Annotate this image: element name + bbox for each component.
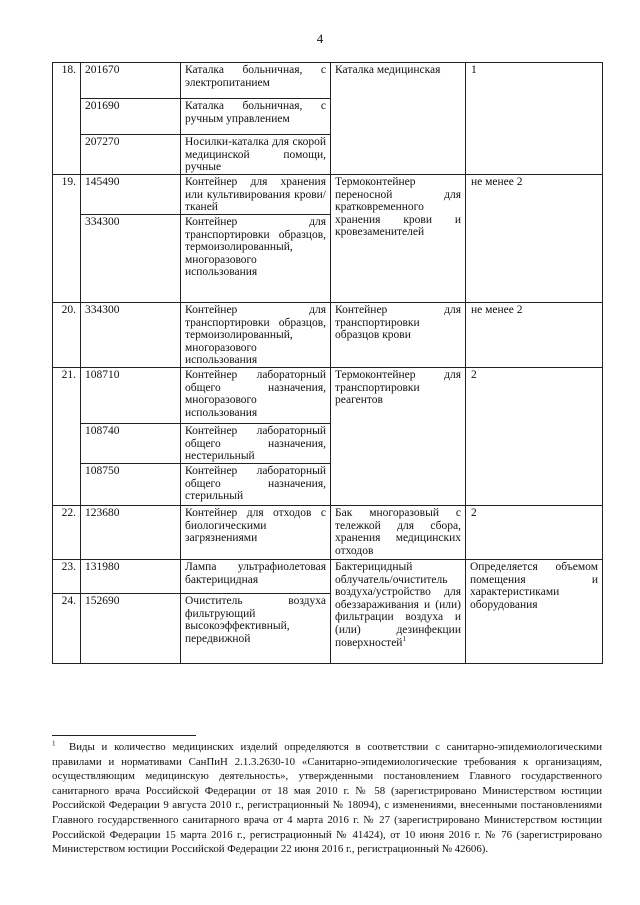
type-cell: Термоконтейнер для транспортировки реагентов — [331, 367, 466, 505]
name-cell: Контейнер для отходов с биологическими загрязнениями — [181, 505, 331, 559]
row-number: 19. — [53, 175, 81, 303]
row-number: 18. — [53, 63, 81, 175]
code-cell: 201690 — [81, 99, 181, 135]
type-cell: Бактерицидный облучатель/очиститель воздуха/устройство для обеззараживания и (или) фильтрации воздуха и (или) дезинфекции поверхностей$^1$ — [331, 559, 466, 663]
footnote — [52, 740, 602, 857]
code-cell: 145490 — [81, 175, 181, 215]
type-cell: Контейнер для транспортировки образцов крови — [331, 303, 466, 368]
footnote-separator — [52, 735, 196, 736]
row-number: 24. — [53, 593, 81, 663]
code-cell: 152690 — [81, 593, 181, 663]
footnote-marker: 1 — [52, 739, 56, 748]
code-cell: 131980 — [81, 559, 181, 593]
footnote-ref: 1 — [402, 634, 406, 643]
type-cell: Бак многоразовый с тележкой для сбора, хранения медицинских отходов — [331, 505, 466, 559]
code-cell: 201670 — [81, 63, 181, 99]
name-cell: Лампа ультрафиолетовая бактерицидная — [181, 559, 331, 593]
row-number: 22. — [53, 505, 81, 559]
name-cell: Очиститель воздуха фильтрующий высокоэффективный, передвижной — [181, 593, 331, 663]
footnote-text: Виды и количество медицинских изделий определяются в соответствии с санитарно-эпидемиологическими правилами и нормативами СанПиН 2.1.3.2630-10 «Санитарно-эпидемиологические требования к организациям, осуществляющим медицинскую деятельность», утвержденными постановлением Главного государственного санитарного врача Российской Федерации от 18 мая 2010 г. № 58 (зарегистрировано Министерством юстиции Российской Федерации 9 августа 2010 г., регистрационный № 18094), с изменениями, внесенными постановлениями Главного государственного санитарного врача от 4 марта 2016 г. № 27 (зарегистрировано Министерством юстиции Российской Федерации 15 марта 2016 г., регистрационный № 41424), от 10 июня 2016 г. № 76 (зарегистрировано Министерством юстиции Российской Федерации 22 июня 2016 г., регистрационный № 42606). — [52, 741, 602, 856]
name-cell: Контейнер лабораторный общего назначения, стерильный — [181, 463, 331, 505]
code-cell: 334300 — [81, 303, 181, 368]
qty-cell: 1 — [466, 63, 603, 175]
qty-cell: 2 — [466, 367, 603, 505]
qty-cell: не менее 2 — [466, 303, 603, 368]
code-cell: 334300 — [81, 215, 181, 303]
name-cell: Контейнер для хранения или культивирования крови/тканей — [181, 175, 331, 215]
name-cell: Контейнер лабораторный общего назначения, нестерильный — [181, 423, 331, 463]
table-row — [53, 63, 603, 99]
table-row — [53, 559, 603, 593]
name-cell: Каталка больничная, с электропитанием — [181, 63, 331, 99]
name-cell: Контейнер лабораторный общего назначения, многоразового использования — [181, 367, 331, 423]
page-number: 4 — [316, 31, 324, 46]
table-row — [53, 303, 603, 368]
code-cell: 123680 — [81, 505, 181, 559]
qty-cell: не менее 2 — [466, 175, 603, 303]
equipment-table — [52, 62, 603, 664]
row-number: 21. — [53, 367, 81, 505]
code-cell: 108750 — [81, 463, 181, 505]
row-number: 23. — [53, 559, 81, 593]
code-cell: 108740 — [81, 423, 181, 463]
qty-cell: 2 — [466, 505, 603, 559]
type-cell: Каталка медицинская — [331, 63, 466, 175]
name-cell: Контейнер для транспортировки образцов, термоизолированный, многоразового использования — [181, 215, 331, 303]
table-row — [53, 175, 603, 215]
name-cell: Контейнер для транспортировки образцов, термоизолированный, многоразового использования — [181, 303, 331, 368]
name-cell: Каталка больничная, с ручным управлением — [181, 99, 331, 135]
code-cell: 207270 — [81, 135, 181, 175]
name-cell: Носилки-каталка для скорой медицинской помощи, ручные — [181, 135, 331, 175]
qty-cell: Определяется объемом помещения и характеристиками оборудования — [466, 559, 603, 663]
type-cell: Термоконтейнер переносной для кратковременного хранения крови и кровезаменителей — [331, 175, 466, 303]
code-cell: 108710 — [81, 367, 181, 423]
table-row — [53, 505, 603, 559]
table-row — [53, 367, 603, 423]
row-number: 20. — [53, 303, 81, 368]
